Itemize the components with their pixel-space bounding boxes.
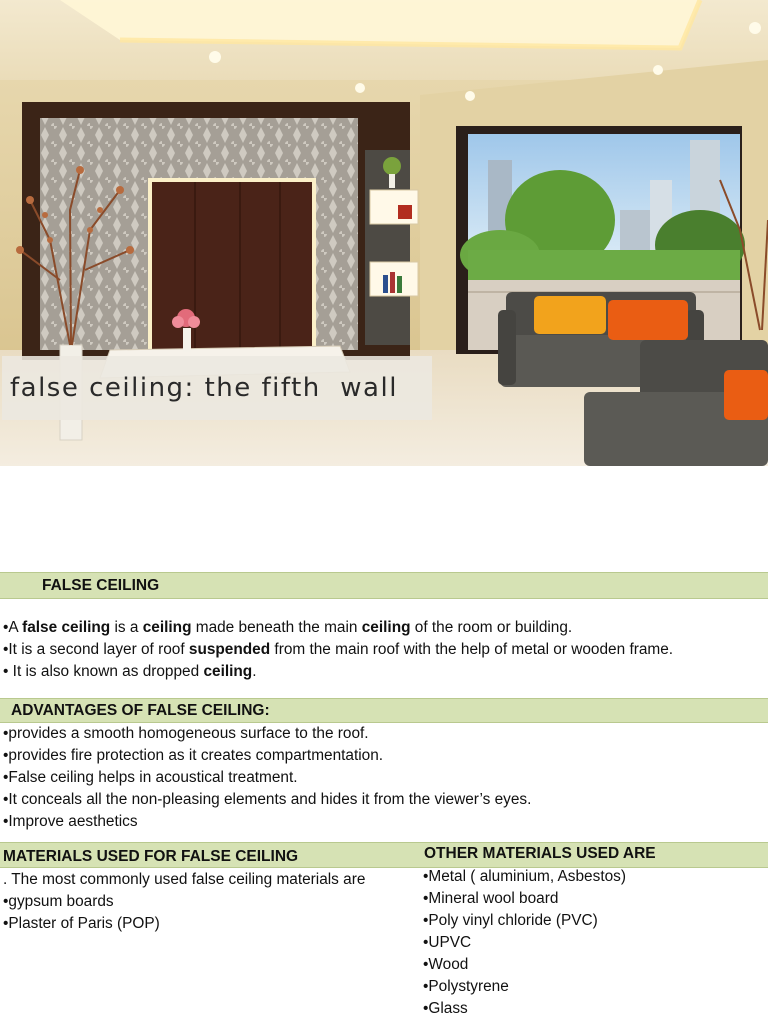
section-heading-materials — [0, 842, 768, 868]
materials-list — [3, 869, 365, 935]
definition-line — [3, 639, 673, 661]
section-heading-advantages — [0, 698, 768, 723]
list-item: •provides fire protection as it creates compartmentation. — [3, 747, 384, 764]
advantages-list — [3, 723, 531, 833]
hero-caption: false ceiling: the fifth wall — [10, 373, 398, 403]
text-run: is a — [110, 619, 143, 636]
text-run: •A — [3, 619, 23, 636]
list-item: •provides a smooth homogeneous surface to the roof. — [3, 725, 369, 742]
false-ceiling-definition — [3, 617, 673, 683]
list-item: •Plaster of Paris (POP) — [3, 915, 160, 932]
list-item: •False ceiling helps in acoustical treatment. — [3, 769, 298, 786]
list-item: •Polystyrene — [423, 978, 509, 995]
bold-term: false ceiling — [22, 619, 111, 636]
list-item: •Wood — [423, 956, 469, 973]
text-run: made beneath the main — [191, 619, 362, 636]
text-run: • It is also known as dropped — [3, 663, 204, 680]
hero-illustration — [0, 0, 768, 466]
heading-text: MATERIALS USED FOR FALSE CEILING — [3, 848, 299, 865]
text-run: •It is a second layer of roof — [3, 641, 189, 658]
heading-text: OTHER MATERIALS USED ARE — [424, 845, 656, 862]
list-item: •Improve aesthetics — [3, 813, 138, 830]
text-run: from the main roof with the help of metal or wooden frame. — [270, 641, 674, 658]
text-run: . — [252, 663, 257, 680]
bold-term: suspended — [188, 641, 271, 658]
list-item: •Mineral wool board — [423, 890, 559, 907]
list-item: •Metal ( aluminium, Asbestos) — [423, 868, 626, 885]
bold-term: ceiling — [203, 663, 253, 680]
list-item: •Glass — [423, 1000, 468, 1017]
hero-caption-box — [2, 356, 432, 420]
list-item: •gypsum boards — [3, 893, 114, 910]
list-item: •It conceals all the non-pleasing elements and hides it from the viewer’s eyes. — [3, 791, 532, 808]
heading-text: FALSE CEILING — [42, 576, 160, 594]
definition-line — [3, 661, 673, 683]
text-run: of the room or building. — [410, 619, 573, 636]
list-item: •UPVC — [423, 934, 472, 951]
heading-text: ADVANTAGES OF FALSE CEILING: — [11, 701, 270, 719]
list-item: . The most commonly used false ceiling materials are — [3, 871, 366, 888]
bold-term: ceiling — [361, 619, 411, 636]
bold-term: ceiling — [142, 619, 192, 636]
list-item: •Poly vinyl chloride (PVC) — [423, 912, 598, 929]
other-materials-list — [423, 866, 626, 1020]
definition-line — [3, 617, 673, 639]
section-heading-false-ceiling — [0, 572, 768, 599]
